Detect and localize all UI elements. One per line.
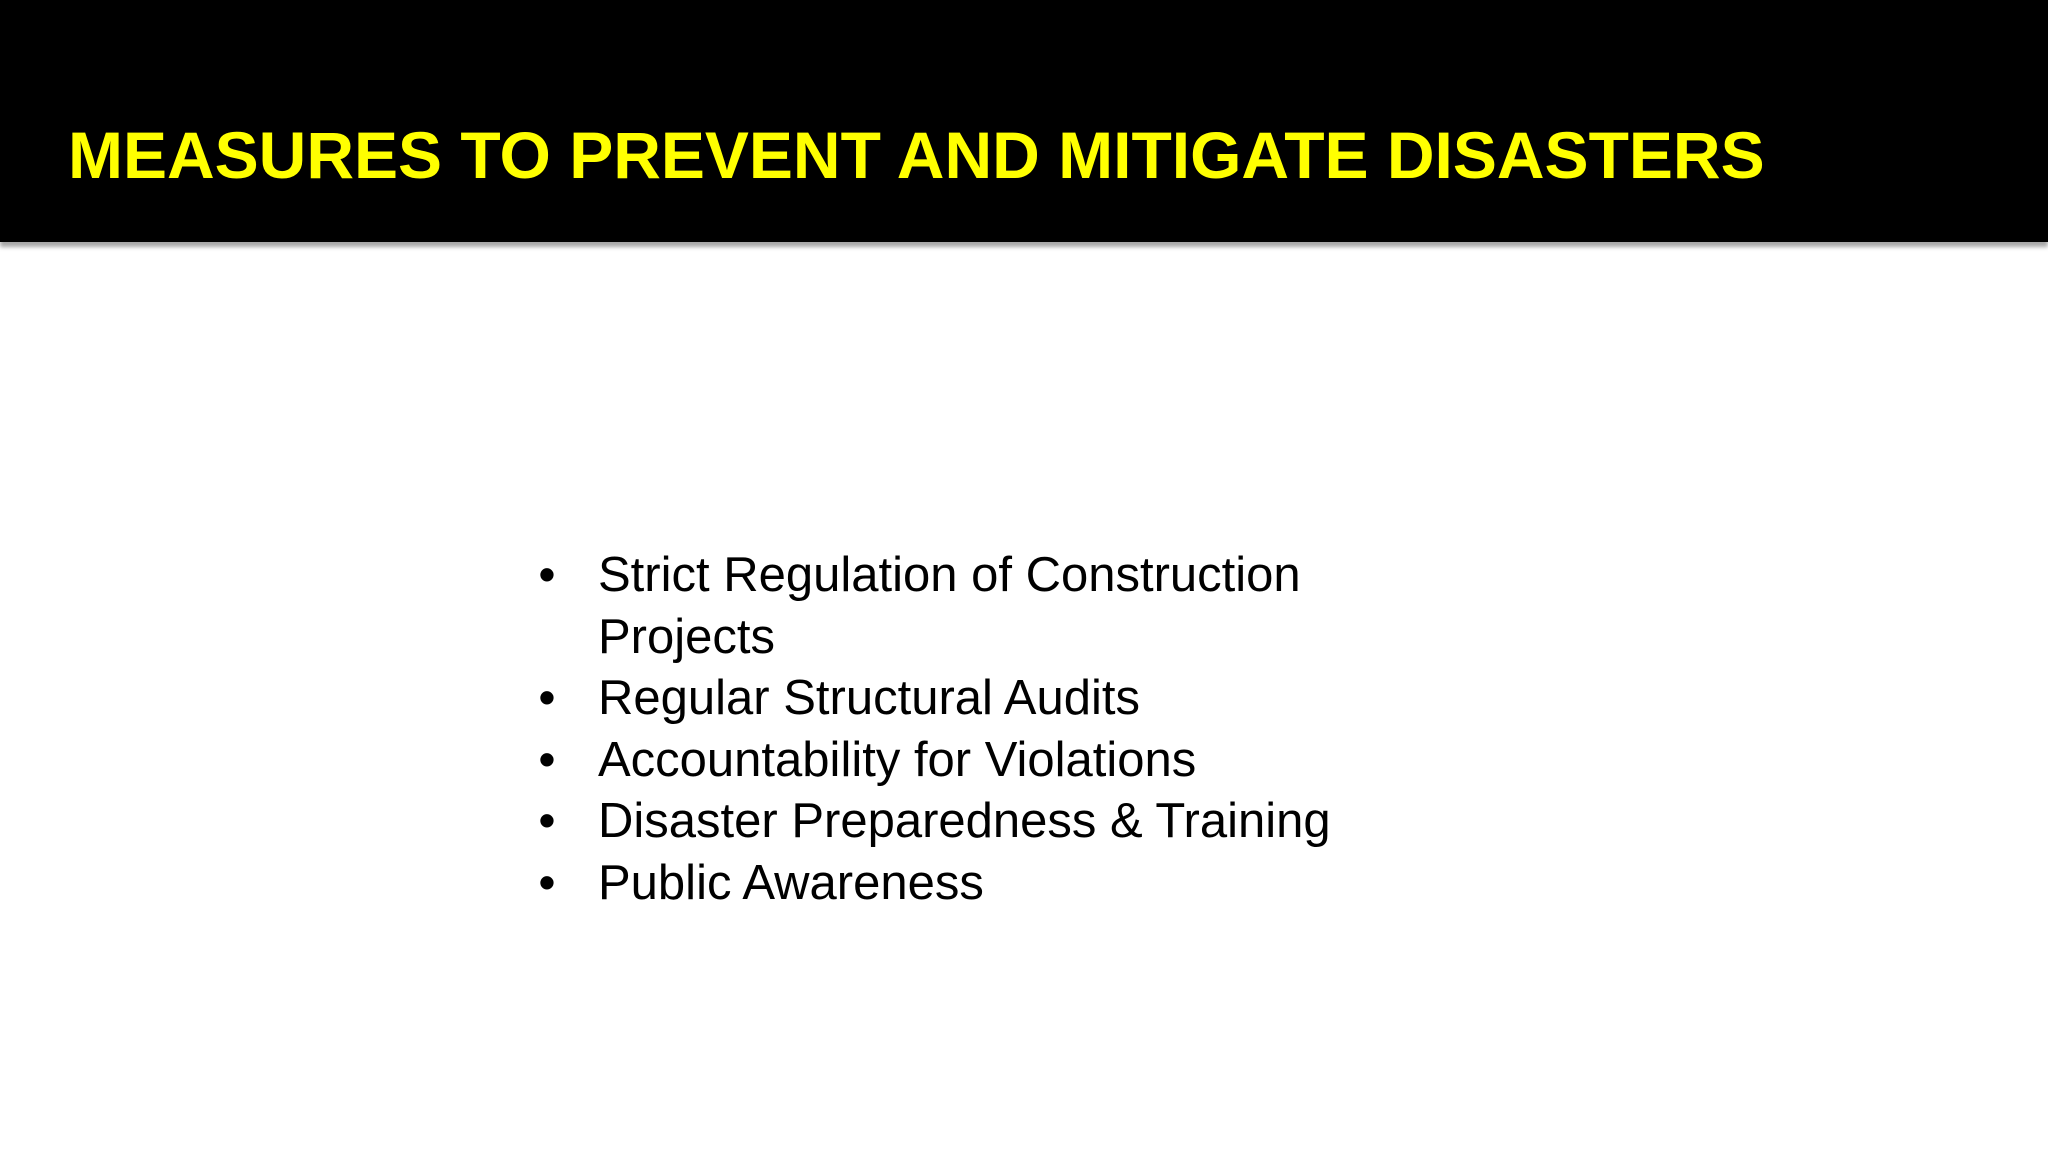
list-item xyxy=(532,730,1432,792)
list-item-text: Disaster Preparedness & Training xyxy=(598,794,1331,848)
slide-title: MEASURES TO PREVENT AND MITIGATE DISASTERS xyxy=(68,118,1765,192)
bullet-icon: • xyxy=(538,671,556,725)
list-item-text: Strict Regulation of Construction Projects xyxy=(598,548,1301,664)
list-item-text: Accountability for Violations xyxy=(598,732,1197,787)
bullet-icon: • xyxy=(538,732,556,787)
bullet-icon: • xyxy=(538,855,556,910)
bullet-icon: • xyxy=(538,548,556,602)
list-item xyxy=(532,791,1432,853)
list-item xyxy=(532,853,1432,915)
title-bar xyxy=(0,0,2048,242)
list-item xyxy=(532,545,1432,668)
list-item-text: Regular Structural Audits xyxy=(598,671,1140,725)
list-item-text: Public Awareness xyxy=(598,855,984,910)
list-item xyxy=(532,668,1432,730)
bullet-icon: • xyxy=(538,794,556,848)
bullet-list xyxy=(532,545,1432,914)
